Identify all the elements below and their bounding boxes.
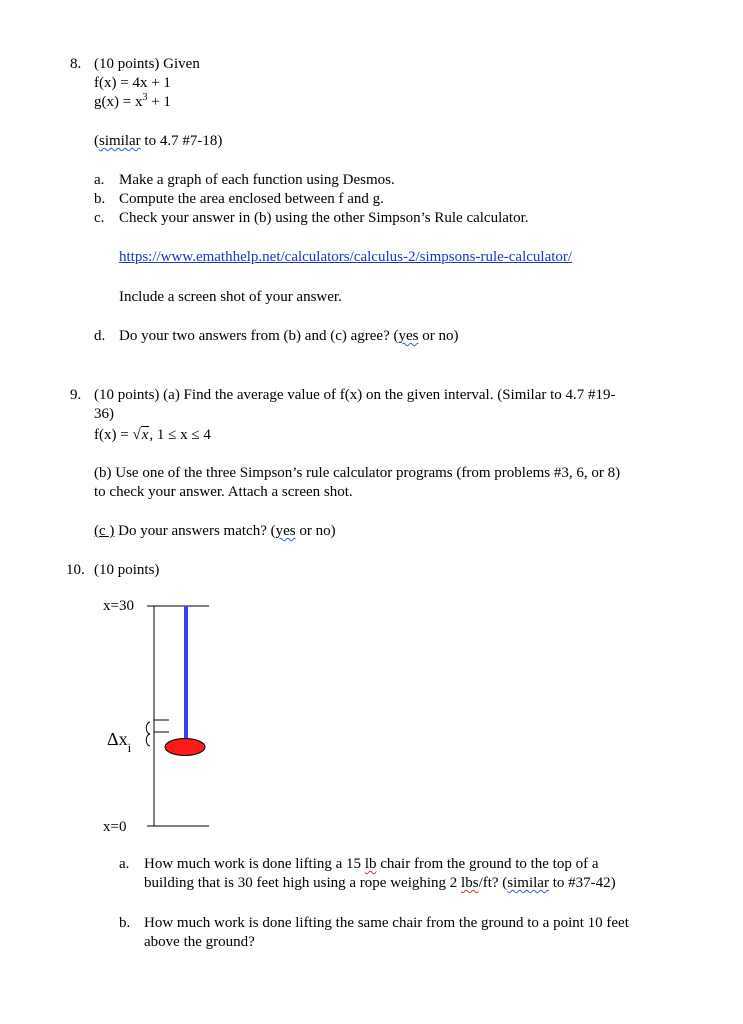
q9-function: f(x) = √x, 1 ≤ x ≤ 4 (94, 427, 211, 443)
q10-a-letter: a. (119, 856, 130, 872)
q8-item-b-text: Compute the area enclosed between f and g. (119, 191, 384, 207)
curly-brace-icon (146, 722, 150, 746)
rope-figure (95, 590, 225, 840)
sqrt-sign-icon: √ (132, 427, 141, 443)
q9-c-label: (c ) (94, 523, 115, 539)
q10-b-line1: How much work is done lifting the same chair from the ground to a point 10 feet (144, 915, 629, 931)
q8-number: 8. (70, 56, 82, 72)
delta-label: $\Delta x_i$ (107, 729, 132, 755)
lbs-word: lbs (461, 875, 479, 891)
q10-b-letter: b. (119, 915, 131, 931)
q9-yes-word: yes (275, 523, 296, 539)
q9-c-text: (c ) Do your answers match? (yes or no) (94, 523, 336, 539)
q8-f-definition: f(x) = 4x + 1 (94, 75, 171, 91)
weight-ellipse (165, 739, 205, 756)
q8-item-c-text: Check your answer in (b) using the other Simpson’s Rule calculator. (119, 210, 529, 226)
top-label: x=30 (103, 598, 134, 614)
q8-item-c-letter: c. (94, 210, 105, 226)
q9-b-line2: to check your answer. Attach a screen shot. (94, 484, 353, 500)
q8-item-d-letter: d. (94, 328, 106, 344)
bottom-label: x=0 (103, 819, 127, 835)
q10-b-line2: above the ground? (144, 934, 255, 950)
q8-item-d-text: Do your two answers from (b) and (c) agree? (yes or no) (119, 328, 459, 344)
q9-b-line1: (b) Use one of the three Simpson’s rule calculator programs (from problems #3, 6, or 8) (94, 465, 621, 481)
q10-similar-word: similar (507, 875, 549, 891)
q9-line1: (10 points) (a) Find the average value of f(x) on the given interval. (Similar to 4.7 #19- (94, 387, 616, 403)
q8-item-b-letter: b. (94, 191, 106, 207)
q8-item-a-text: Make a graph of each function using Desmos. (119, 172, 395, 188)
q8-yes-word: yes (398, 328, 419, 344)
calculator-link[interactable]: https://www.emathhelp.net/calculators/calculus-2/simpsons-rule-calculator/ (119, 249, 573, 265)
q10-a-line1: How much work is done lifting a 15 lb chair from the ground to the top of a (144, 856, 599, 872)
q10-a-line2: building that is 30 feet high using a rope weighing 2 lbs/ft? (similar to #37-42) (144, 875, 616, 891)
q9-number: 9. (70, 387, 82, 403)
q10-header: (10 points) (94, 562, 160, 578)
lb-word: lb (364, 856, 377, 872)
q8-item-a-letter: a. (94, 172, 105, 188)
q8-screenshot-note: Include a screen shot of your answer. (119, 289, 342, 305)
q9-line2: 36) (94, 406, 114, 422)
q8-similar-ref: (similar to 4.7 #7-18) (94, 133, 223, 149)
q8-similar-word: similar (99, 133, 141, 149)
q8-g-definition: $g(x) = x^3 + 1$ (94, 92, 171, 110)
q8-header: (10 points) Given (94, 56, 200, 72)
q10-number: 10. (66, 562, 85, 578)
